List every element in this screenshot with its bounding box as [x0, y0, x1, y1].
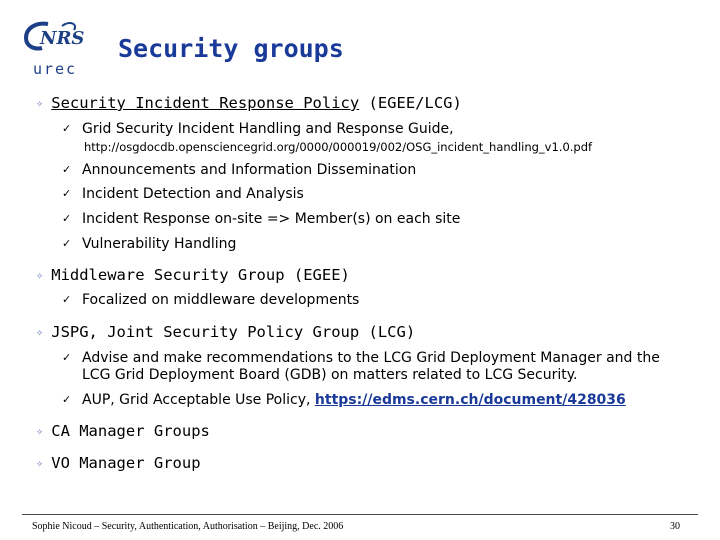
- sub-item-text: Incident Response on-site => Member(s) on each site: [82, 211, 461, 227]
- sub-item: [62, 121, 454, 137]
- check-bullet-icon: ✓: [62, 237, 72, 250]
- footer-divider: [22, 514, 698, 515]
- check-bullet-icon: ✓: [62, 393, 72, 406]
- sub-item-text: Incident Detection and Analysis: [82, 186, 304, 202]
- bullet-text: VO Manager Group: [51, 454, 201, 472]
- check-bullet-icon: ✓: [62, 293, 72, 306]
- sub-item-continuation: LCG Grid Deployment Board (GDB) on matters related to LCG Security.: [82, 367, 578, 383]
- guide-url: http://osgdocdb.opensciencegrid.org/0000/000019/002/OSG_incident_handling_v1.0.pdf: [84, 140, 593, 154]
- sub-item-text: Advise and make recommendations to the LCG Grid Deployment Manager and the: [82, 350, 660, 366]
- check-bullet-icon: ✓: [62, 351, 72, 364]
- cnrs-logo: [18, 18, 88, 80]
- sub-item-text: Announcements and Information Dissemination: [82, 162, 417, 178]
- page-number: 30: [670, 521, 680, 532]
- footer-text: Sophie Nicoud – Security, Authentication, Authorisation – Beijing, Dec. 2006: [32, 521, 344, 532]
- sub-item: [62, 236, 237, 252]
- incident-policy-link[interactable]: Security Incident Response Policy: [51, 94, 360, 112]
- incident-policy-suffix: (EGEE/LCG): [359, 94, 462, 112]
- bullet-ca-manager: [36, 422, 210, 440]
- diamond-bullet-icon: ✧: [36, 96, 44, 110]
- bullet-middleware-group: [36, 266, 350, 284]
- sub-item: [62, 211, 461, 227]
- bullet-vo-manager: [36, 454, 201, 472]
- check-bullet-icon: ✓: [62, 187, 72, 200]
- bullet-text: CA Manager Groups: [51, 422, 210, 440]
- sub-item-text: Grid Security Incident Handling and Response Guide,: [82, 121, 454, 137]
- page-title: Security groups: [118, 34, 344, 63]
- diamond-bullet-icon: ✧: [36, 268, 44, 282]
- check-bullet-icon: ✓: [62, 122, 72, 135]
- diamond-bullet-icon: ✧: [36, 456, 44, 470]
- bullet-jspg: [36, 323, 415, 341]
- sub-item: [62, 392, 626, 408]
- sub-item-text: Focalized on middleware developments: [82, 292, 360, 308]
- diamond-bullet-icon: ✧: [36, 424, 44, 438]
- diamond-bullet-icon: ✧: [36, 325, 44, 339]
- sub-item-text: Vulnerability Handling: [82, 236, 237, 252]
- bullet-text: Middleware Security Group (EGEE): [51, 266, 350, 284]
- bullet-incident-policy: [36, 94, 462, 112]
- sub-item: [62, 186, 304, 202]
- bullet-text: JSPG, Joint Security Policy Group (LCG): [51, 323, 416, 341]
- sub-item: [62, 162, 417, 178]
- check-bullet-icon: ✓: [62, 212, 72, 225]
- aup-link[interactable]: https://edms.cern.ch/document/428036: [314, 392, 626, 408]
- sub-item: [62, 292, 360, 308]
- check-bullet-icon: ✓: [62, 163, 72, 176]
- sub-item-text: AUP, Grid Acceptable Use Policy,: [82, 392, 315, 408]
- svg-text:NRS: NRS: [40, 28, 85, 49]
- logo-word: urec: [32, 60, 78, 78]
- sub-item: [62, 350, 660, 366]
- cnrs-logo-mark: [18, 18, 88, 60]
